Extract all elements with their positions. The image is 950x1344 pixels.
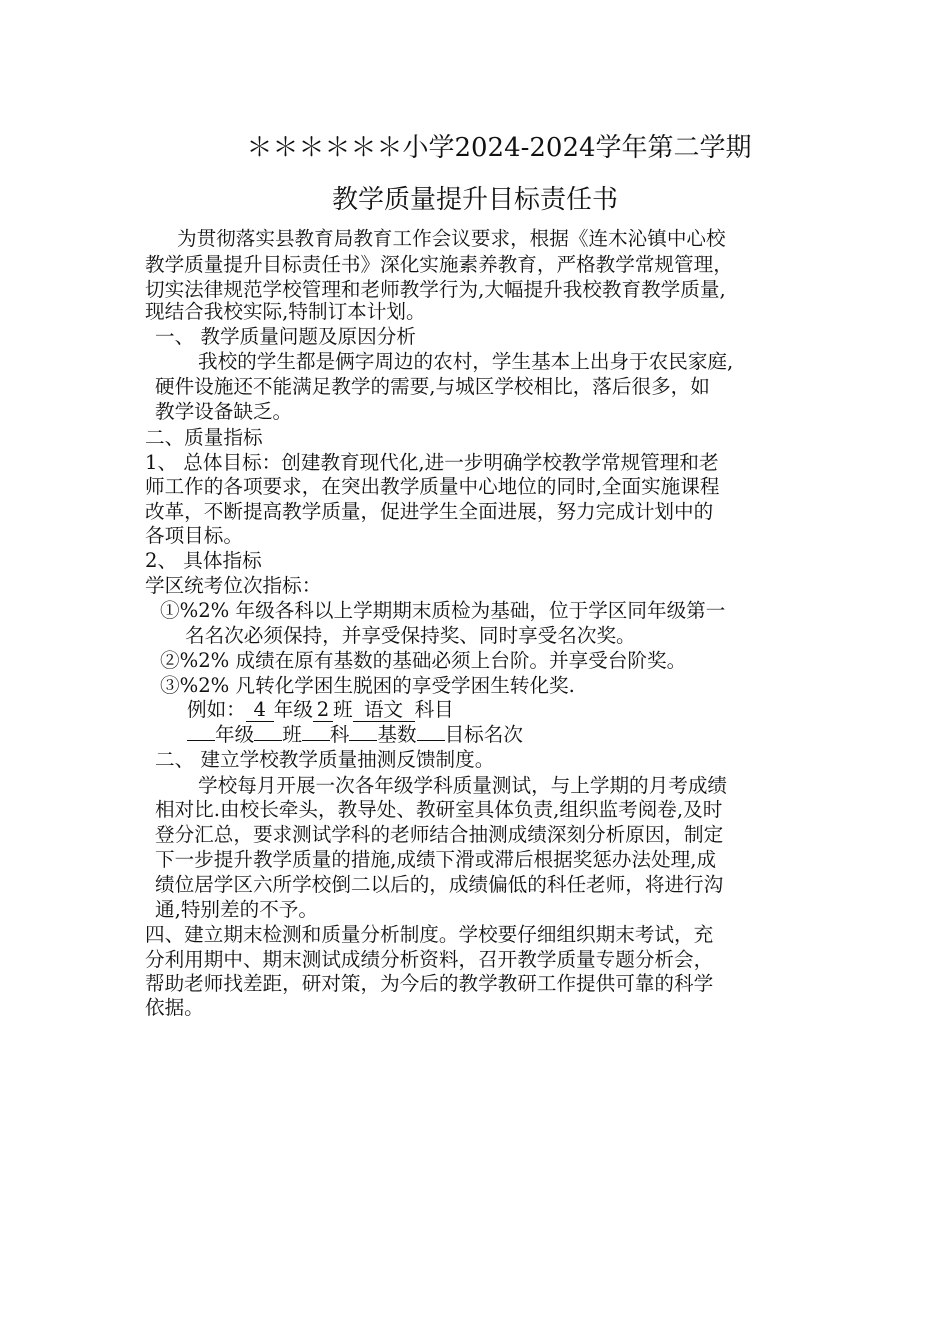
section-1-line-1: 我校的学生都是俩字周边的农村，学生基本上出身于农民家庭,: [198, 350, 734, 373]
section-3-line-5: 绩位居学区六所学校倒二以后的，成绩偏低的科任老师，将进行沟: [155, 873, 724, 896]
subject-blank[interactable]: [302, 740, 330, 741]
class-label: 班: [282, 723, 302, 746]
document-title-line-1: ＊＊＊＊＊＊小学2024-2024学年第二学期: [246, 133, 752, 163]
section-3-line-6: 通,特别差的不予。: [155, 898, 318, 921]
section-2-heading: 二、质量指标: [145, 426, 263, 449]
indicator-item-1: ①%2% 年级各科以上学期期末质检为基础，位于学区同年级第一: [160, 599, 726, 622]
section-3-line-2: 相对比.由校长牵头，教导处、教研室具体负责,组织监考阅卷,及时: [155, 798, 723, 821]
document-title-line-2: 教学质量提升目标责任书: [331, 185, 618, 215]
overall-goal-line-4: 各项目标。: [145, 524, 243, 547]
example-subject-label: 科目: [414, 698, 454, 721]
overall-goal-line-1: 1、 总体目标：创建教育现代化,进一步明确学校教学常规管理和老: [145, 451, 719, 474]
base-label: 基数: [377, 723, 417, 746]
example-class-value: 2: [313, 699, 333, 722]
section-3-line-4: 下一步提升教学质量的措施,成绩下滑或滞后根据奖惩办法处理,成: [155, 848, 717, 871]
overall-goal-line-3: 改革，不断提高教学质量，促进学生全面进展，努力完成计划中的: [145, 500, 714, 523]
section-1-line-2: 硬件设施还不能满足教学的需要,与城区学校相比，落后很多，如: [155, 375, 710, 398]
indicator-item-1-continued: 名名次必须保持，并享受保持奖、同时享受名次奖。: [185, 624, 636, 647]
indicator-item-3: ③%2% 凡转化学困生脱困的享受学困生转化奖.: [160, 674, 575, 697]
grade-blank[interactable]: [187, 740, 215, 741]
section-3-line-3: 登分汇总，要求测试学科的老师结合抽测成绩深刻分析原因，制定: [155, 823, 724, 846]
example-class-label: 班: [332, 698, 353, 721]
section-3-heading: 二、 建立学校教学质量抽测反馈制度。: [155, 748, 495, 771]
example-prefix: 例如：: [187, 698, 246, 721]
section-4-line-4: 依据。: [145, 996, 204, 1019]
grade-label: 年级: [215, 723, 255, 746]
blank-template-line: [187, 722, 523, 747]
intro-line-1: 为贯彻落实县教育局教育工作会议要求，根据《连木沁镇中心校: [177, 227, 726, 250]
base-blank[interactable]: [349, 740, 377, 741]
section-4-line-3: 帮助老师找差距，研对策，为今后的教学教研工作提供可靠的科学: [145, 972, 714, 995]
example-line: [187, 697, 454, 722]
example-subject-value: 语文: [353, 699, 415, 722]
section-1-heading: 一、 教学质量问题及原因分析: [155, 325, 416, 348]
overall-goal-line-2: 师工作的各项要求，在突出教学质量中心地位的同时,全面实施课程: [145, 475, 720, 498]
section-4-line-1: 四、建立期末检测和质量分析制度。学校要仔细组织期末考试，充: [145, 923, 714, 946]
intro-line-4: 现结合我校实际,特制订本计划。: [145, 300, 426, 323]
indicator-item-2: ②%2% 成绩在原有基数的基础必须上台阶。并享受台阶奖。: [160, 649, 687, 672]
class-blank[interactable]: [254, 740, 282, 741]
specific-indicators-heading: 2、 具体指标: [145, 549, 262, 572]
section-1-line-3: 教学设备缺乏。: [155, 400, 293, 423]
target-rank-label: 目标名次: [444, 723, 523, 746]
section-4-line-2: 分利用期中、期末测试成绩分析资料，召开教学质量专题分析会，: [145, 948, 714, 971]
target-blank[interactable]: [417, 740, 445, 741]
intro-line-3: 切实法律规范学校管理和老师教学行为,大幅提升我校教育教学质量,: [145, 278, 726, 301]
example-grade-value: 4: [246, 699, 274, 722]
subject-label: 科: [329, 723, 350, 746]
example-grade-label: 年级: [273, 698, 313, 721]
intro-line-2: 教学质量提升目标责任书》深化实施素养教育，严格教学常规管理，: [145, 253, 733, 276]
rank-indicators-heading: 学区统考位次指标：: [145, 574, 322, 597]
section-3-line-1: 学校每月开展一次各年级学科质量测试，与上学期的月考成绩: [198, 774, 728, 797]
